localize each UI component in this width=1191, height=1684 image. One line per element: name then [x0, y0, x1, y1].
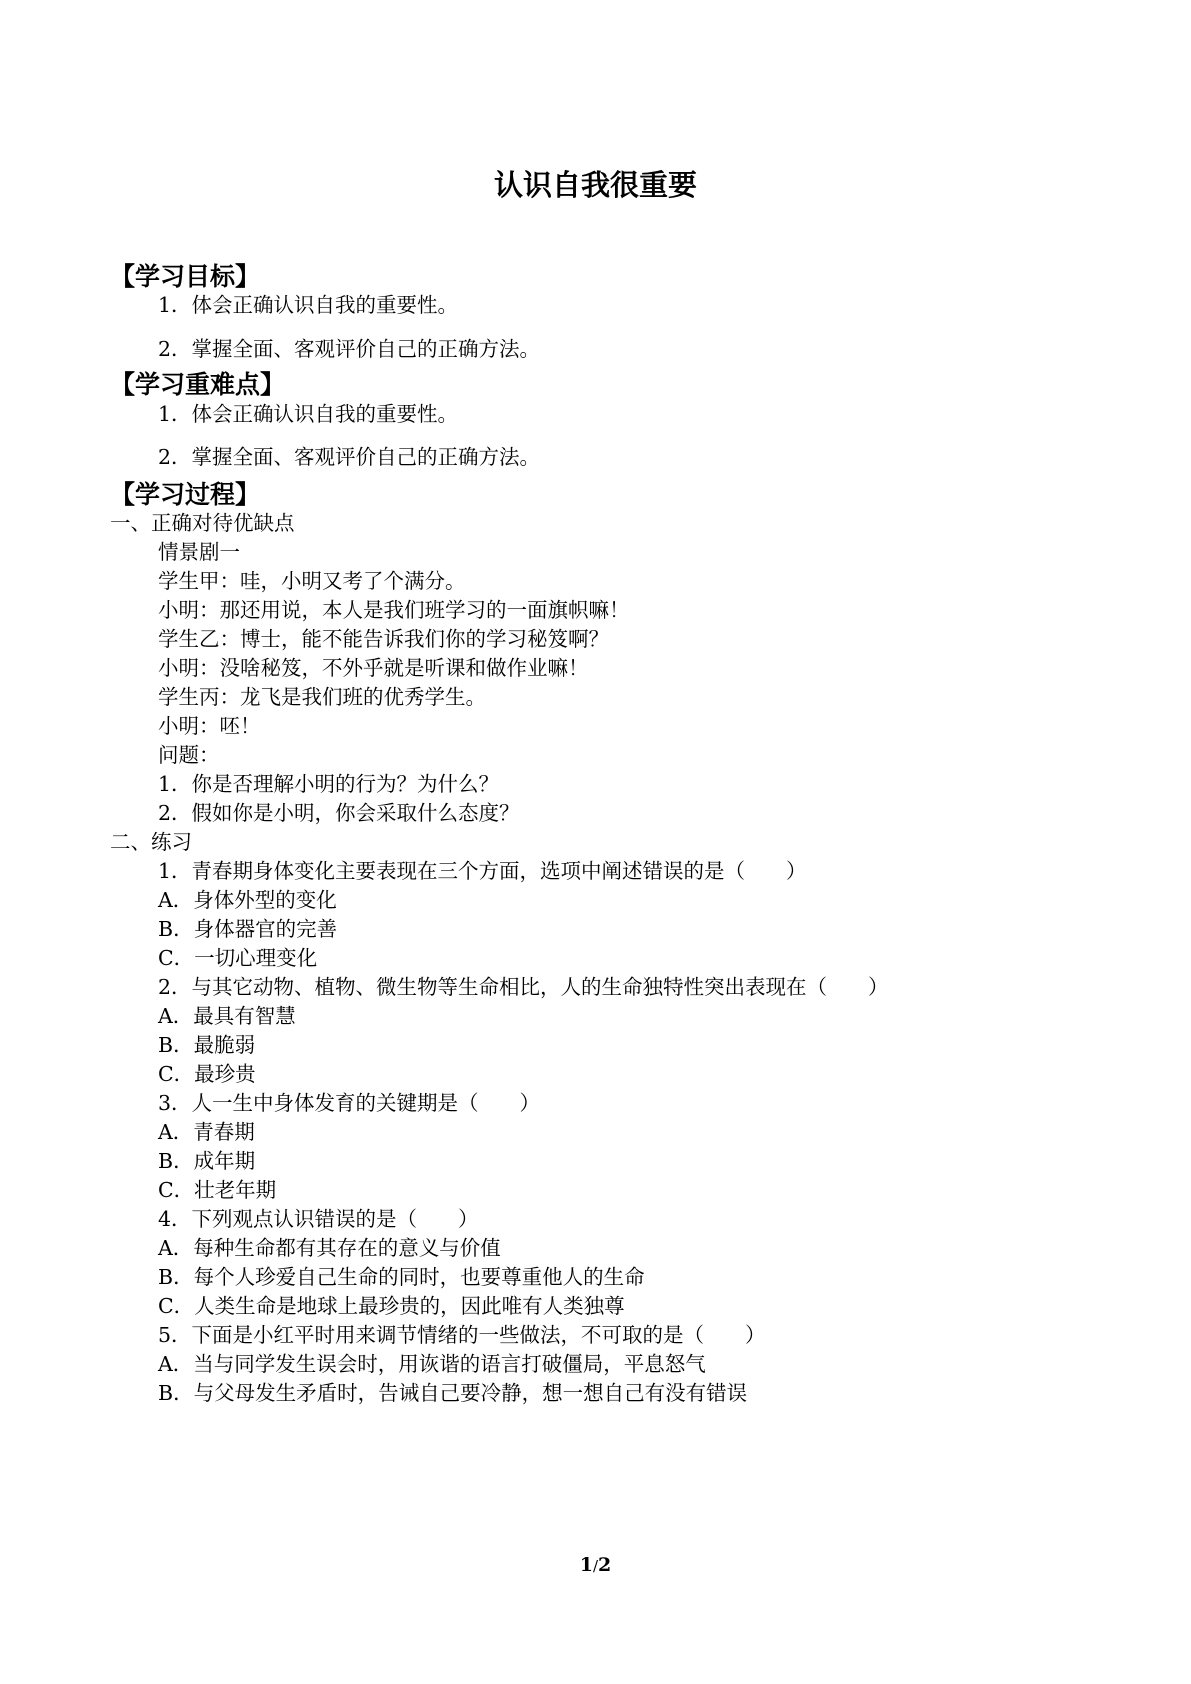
page-separator: /: [592, 1557, 599, 1575]
page-number: [0, 1553, 1191, 1578]
key-point-item: 2．掌握全面、客观评价自己的正确方法。: [158, 445, 541, 469]
process-heading: 【学习过程】: [110, 480, 261, 509]
exercise-question: 5．下面是小红平时用来调节情绪的一些做法，不可取的是（ ）: [158, 1323, 766, 1347]
question-item: 2．假如你是小明，你会采取什么态度？: [158, 801, 520, 825]
objective-item: 2．掌握全面、客观评价自己的正确方法。: [158, 337, 541, 361]
scene-line: 学生甲：哇，小明又考了个满分。: [158, 569, 466, 593]
key-points-heading: 【学习重难点】: [110, 370, 286, 399]
objectives-heading: 【学习目标】: [110, 262, 261, 291]
exercise-option: B．最脆弱: [158, 1033, 256, 1057]
exercise-option: B．身体器官的完善: [158, 917, 338, 941]
page-current: 1: [579, 1554, 593, 1576]
exercise-option: A．身体外型的变化: [158, 888, 337, 912]
scene-line: 小明：呸！: [158, 714, 261, 738]
scene-line: 情景剧一: [158, 540, 240, 564]
exercise-option: C．壮老年期: [158, 1178, 277, 1202]
key-point-item: 1．体会正确认识自我的重要性。: [158, 402, 459, 426]
exercise-question: 3．人一生中身体发育的关键期是（ ）: [158, 1091, 541, 1115]
exercise-question: 1．青春期身体变化主要表现在三个方面，选项中阐述错误的是（ ）: [158, 859, 807, 883]
exercise-option: B．与父母发生矛盾时，告诫自己要冷静，想一想自己有没有错误: [158, 1381, 748, 1405]
exercise-option: A．当与同学发生误会时，用诙谐的语言打破僵局，平息怒气: [158, 1352, 706, 1376]
exercise-option: C．一切心理变化: [158, 946, 318, 970]
exercise-question: 4．下列观点认识错误的是（ ）: [158, 1207, 479, 1231]
scene-line: 学生乙：博士，能不能告诉我们你的学习秘笈啊？: [158, 627, 609, 651]
exercise-option: B．成年期: [158, 1149, 256, 1173]
exercise-option: C．最珍贵: [158, 1062, 256, 1086]
scene-line: 小明：那还用说，本人是我们班学习的一面旗帜嘛！: [158, 598, 630, 622]
scene-line: 小明：没啥秘笈，不外乎就是听课和做作业嘛！: [158, 656, 589, 680]
exercise-option: A．青春期: [158, 1120, 255, 1144]
exercise-option: C．人类生命是地球上最珍贵的，因此唯有人类独尊: [158, 1294, 625, 1318]
document-title: 认识自我很重要: [493, 168, 697, 202]
objective-item: 1．体会正确认识自我的重要性。: [158, 293, 459, 317]
part1-title: 一、正确对待优缺点: [110, 511, 295, 535]
question-label: 问题：: [158, 743, 220, 767]
exercise-option: A．每种生命都有其存在的意义与价值: [158, 1236, 501, 1260]
exercise-question: 2．与其它动物、植物、微生物等生命相比，人的生命独特性突出表现在（ ）: [158, 975, 889, 999]
question-item: 1．你是否理解小明的行为？为什么？: [158, 772, 500, 796]
scene-line: 学生丙：龙飞是我们班的优秀学生。: [158, 685, 486, 709]
exercise-option: A．最具有智慧: [158, 1004, 296, 1028]
part2-title: 二、练习: [110, 830, 192, 854]
exercise-option: B．每个人珍爱自己生命的同时，也要尊重他人的生命: [158, 1265, 645, 1289]
page-total: 2: [598, 1554, 612, 1576]
